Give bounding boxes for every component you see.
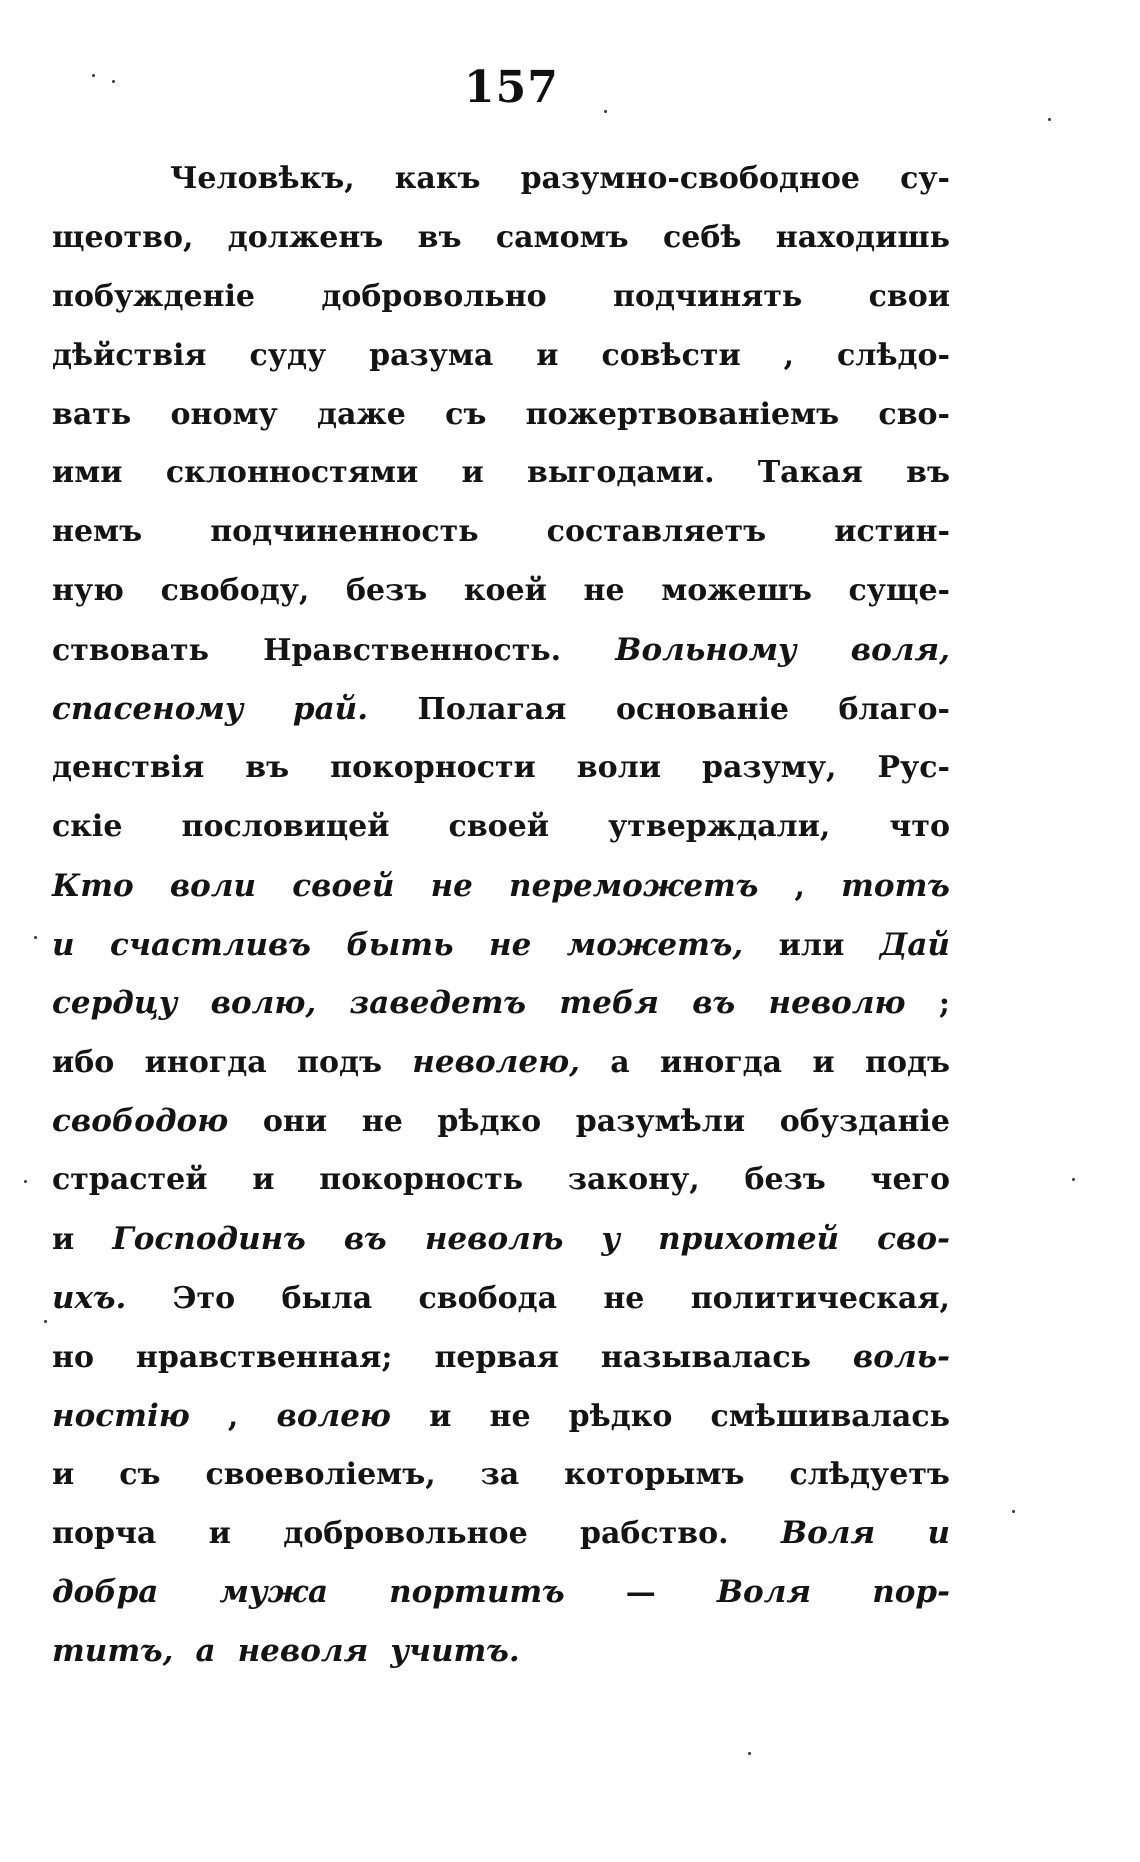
word: утверждали, (608, 808, 831, 844)
word: щеотво, (52, 219, 194, 255)
word: побужденіе (52, 278, 255, 314)
word: безъ (744, 1162, 826, 1198)
word: они (262, 1104, 328, 1140)
word: обузданіе (779, 1104, 950, 1140)
word: воли (169, 867, 257, 904)
word: , (783, 337, 795, 373)
word: разума (369, 337, 494, 373)
word: ; (938, 986, 950, 1022)
word: и (536, 337, 559, 373)
word: добровольное (283, 1516, 528, 1552)
scan-speck (92, 74, 95, 77)
word: была (281, 1280, 373, 1316)
word: Нравственность. (263, 633, 562, 669)
word: въ (692, 985, 736, 1022)
text-line (52, 209, 950, 268)
word: су- (900, 161, 950, 196)
text-line (52, 150, 950, 209)
word: пословицей (181, 808, 390, 844)
word: суду (249, 337, 327, 373)
word: дѣйствія (52, 337, 207, 373)
word: основаніе (616, 692, 789, 728)
word: съ (119, 1456, 161, 1492)
word: ихъ. (52, 1279, 127, 1316)
text-line (52, 386, 950, 445)
word: волею (276, 1397, 391, 1434)
body-text (52, 150, 950, 1681)
word: воля, (850, 632, 950, 669)
word: и (52, 1222, 75, 1258)
text-line (52, 739, 950, 798)
word: у (601, 1221, 621, 1258)
scan-speck (112, 80, 115, 83)
word: первая (434, 1339, 559, 1375)
word: подъ (296, 1045, 382, 1081)
word: Кто (52, 867, 134, 904)
word: и (252, 1162, 275, 1198)
word: быть (346, 926, 454, 963)
word: Вольному (615, 632, 797, 669)
word: ибо (52, 1045, 115, 1081)
word: Рус- (877, 749, 950, 785)
word: сво- (877, 1221, 950, 1258)
text-line (52, 1033, 950, 1092)
text-line (52, 327, 950, 386)
word: — (625, 1575, 656, 1611)
word: пор- (872, 1574, 950, 1611)
word: безъ (345, 573, 428, 609)
scan-speck (1048, 118, 1051, 121)
text-line (52, 1210, 950, 1269)
word: Воля (716, 1574, 812, 1611)
word: а (610, 1045, 630, 1081)
scan-speck (1012, 1510, 1015, 1513)
word: которымъ (564, 1456, 745, 1492)
word: заведетъ (349, 985, 527, 1022)
word: что (889, 808, 950, 844)
text-line (52, 680, 950, 739)
word: совѣсти (601, 337, 741, 373)
word: подъ (864, 1045, 950, 1081)
word: разумѣли (575, 1104, 746, 1140)
scan-speck (1072, 1178, 1075, 1181)
word: за (480, 1456, 520, 1492)
text-line (52, 1328, 950, 1387)
word: разуму, (702, 749, 837, 785)
word: прихотей (658, 1221, 840, 1258)
word: спасеному (52, 691, 244, 728)
word: не (603, 1280, 645, 1316)
word: съ (445, 396, 487, 432)
text-line (52, 1151, 950, 1210)
word: не (488, 926, 532, 963)
word: въ (417, 219, 462, 255)
word: называлась (600, 1339, 811, 1375)
word: , (794, 868, 805, 904)
word: и (208, 1516, 231, 1552)
word: рѣдко (437, 1104, 542, 1140)
text-line (52, 1622, 950, 1681)
text-line (52, 1563, 950, 1622)
word: сердцу (52, 985, 178, 1022)
word: нравственная; (135, 1339, 393, 1375)
word: не (361, 1104, 403, 1140)
word: страстей (52, 1162, 208, 1198)
word: коей (463, 573, 547, 609)
text-line (52, 1387, 950, 1446)
text-line (52, 1269, 950, 1328)
word: ими (52, 455, 123, 491)
word: истин- (834, 514, 950, 550)
word: Дай (879, 926, 950, 963)
word: не (430, 867, 473, 904)
word: себѣ (663, 219, 742, 255)
word: воли (576, 749, 662, 785)
text-line (52, 268, 950, 327)
word: въ (245, 749, 290, 785)
word: и (52, 926, 75, 963)
word: переможетъ (509, 867, 759, 904)
text-line (52, 798, 950, 857)
word: и (52, 1456, 75, 1492)
word: покорности (330, 749, 536, 785)
word: склонностями (165, 455, 419, 491)
word: скіе (52, 808, 123, 844)
word: ствовать (52, 633, 209, 669)
word: свобода (418, 1280, 558, 1316)
word: мужа (219, 1574, 329, 1611)
scan-speck (604, 110, 607, 113)
word: тебя (559, 985, 659, 1022)
word: ную (52, 573, 124, 609)
word: неволя (237, 1633, 369, 1670)
word: Полагая (417, 692, 567, 728)
word: свободою (52, 1103, 229, 1140)
word: суще- (848, 573, 950, 609)
word: какъ (394, 161, 481, 196)
word: денствія (52, 749, 205, 785)
word: не (489, 1398, 531, 1434)
word: волю, (210, 985, 317, 1022)
word: разумно-свободное (520, 161, 861, 196)
word: , (227, 1398, 239, 1434)
scan-speck (748, 1752, 751, 1755)
scan-speck (34, 936, 37, 939)
word: порча (52, 1516, 157, 1552)
word: покорность (319, 1162, 524, 1198)
text-line (52, 562, 950, 621)
word: оному (170, 396, 278, 432)
word: сво- (878, 396, 950, 432)
word: въ (906, 455, 950, 491)
word: рѣдко (568, 1398, 673, 1434)
word: выгодами. (527, 455, 715, 491)
word: но (52, 1339, 94, 1375)
word: Такая (757, 455, 863, 491)
word: немъ (52, 514, 143, 550)
word: иногда (144, 1045, 267, 1081)
word: не (583, 573, 625, 609)
word: добровольно (321, 278, 547, 314)
word: а (195, 1633, 216, 1670)
word: ностію (52, 1397, 190, 1434)
word: рай. (292, 691, 369, 728)
word: свои (868, 278, 950, 314)
text-line (52, 857, 950, 916)
word: портитъ (389, 1574, 565, 1611)
word: смѣшивалась (710, 1398, 950, 1434)
word: и (812, 1045, 835, 1081)
word: рабство. (579, 1516, 729, 1552)
word: слѣдуетъ (789, 1456, 950, 1492)
word: составляетъ (546, 514, 767, 550)
word: и (461, 455, 484, 491)
word: своей (448, 808, 550, 844)
word: вать (52, 396, 132, 432)
word: благо- (838, 692, 950, 728)
word: или (778, 927, 845, 963)
word: и (429, 1398, 452, 1434)
word: и (927, 1515, 950, 1552)
word: Человѣкъ, (170, 161, 355, 196)
scan-speck (44, 1320, 47, 1323)
word: слѣдо- (837, 337, 950, 373)
word: Господинъ (112, 1221, 306, 1258)
word: чего (870, 1162, 950, 1198)
text-line (52, 974, 950, 1033)
word: самомъ (495, 219, 629, 255)
text-line (52, 503, 950, 562)
word: иногда (660, 1045, 783, 1081)
word: даже (316, 396, 406, 432)
word: можетъ, (566, 926, 744, 963)
word: своеволіемъ, (205, 1456, 436, 1492)
page-number: 157 (464, 62, 559, 113)
word: тотъ (841, 867, 950, 904)
text-line (52, 444, 950, 503)
word: титъ, (52, 1633, 174, 1670)
word: въ (343, 1221, 387, 1258)
text-line (52, 916, 950, 975)
word: свободу, (160, 573, 310, 609)
word: закону, (567, 1162, 700, 1198)
word: неволѣ (424, 1221, 564, 1258)
word: подчиненность (210, 514, 479, 550)
word: можешъ (661, 573, 812, 609)
word: неволею, (412, 1044, 580, 1081)
word: неволю (768, 985, 906, 1022)
word: политическая, (690, 1280, 950, 1316)
word: добра (52, 1574, 159, 1611)
word: находишь (775, 219, 950, 255)
text-line (52, 1092, 950, 1151)
scan-speck (24, 1180, 27, 1183)
text-line (52, 1504, 950, 1563)
word: Это (172, 1280, 236, 1316)
word: счастливъ (109, 926, 311, 963)
word: пожертвованіемъ (525, 396, 840, 432)
word: подчинять (613, 278, 803, 314)
word: учитъ. (390, 1633, 520, 1670)
word: Воля (780, 1515, 876, 1552)
word: своей (292, 867, 395, 904)
word: долженъ (227, 219, 384, 255)
text-line (52, 621, 950, 680)
word: воль- (852, 1338, 950, 1375)
text-line (52, 1446, 950, 1505)
